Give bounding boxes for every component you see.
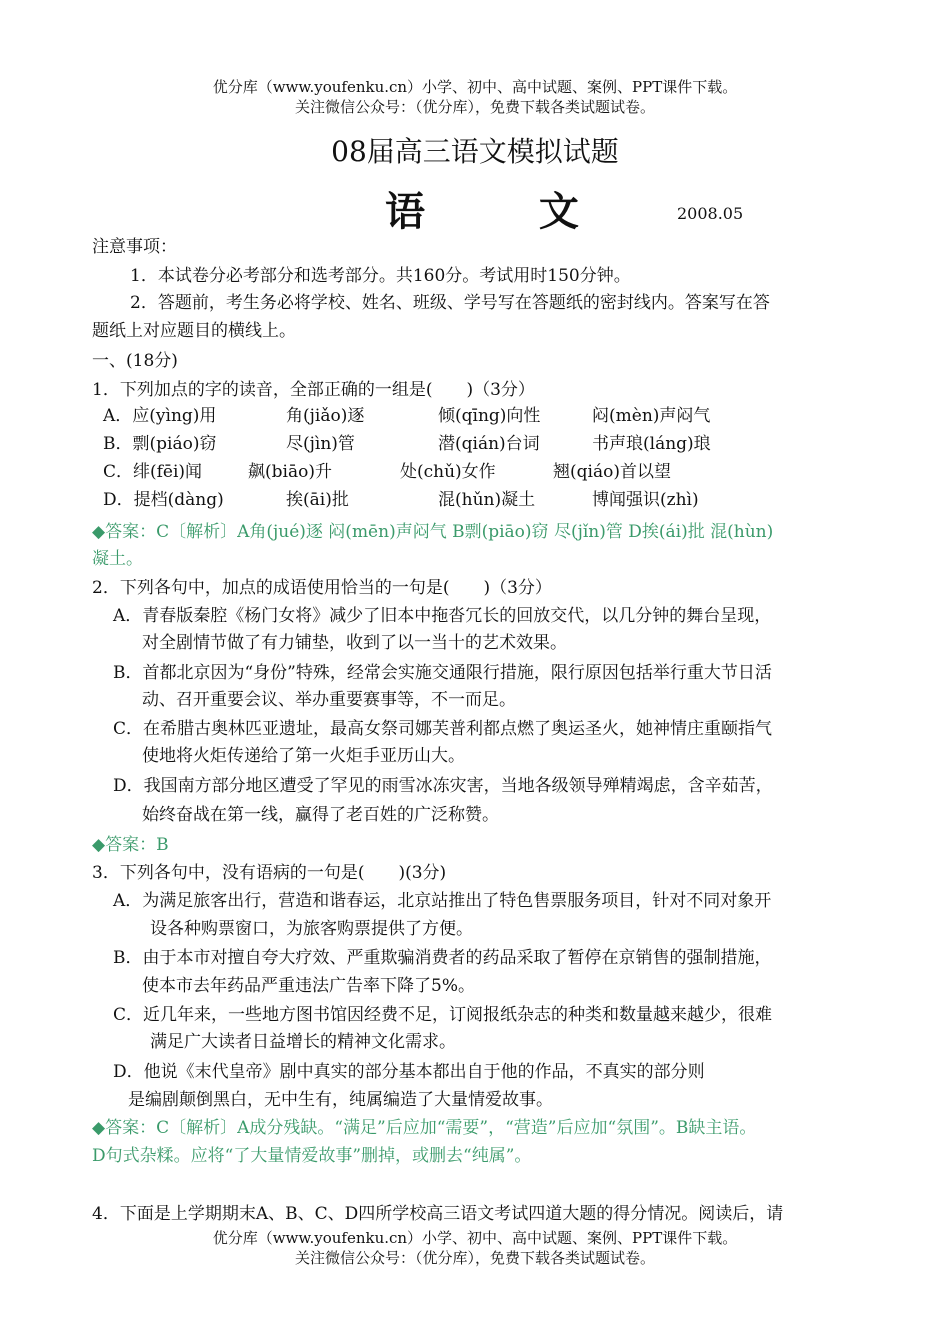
notice-item-2b: 题纸上对应题目的横线上。 xyxy=(92,321,296,341)
q3-stem: 3．下列各句中，没有语病的一句是( )(3分) xyxy=(92,863,447,883)
q1-option-b xyxy=(0,434,950,458)
q3-a-line2: 设各种购票窗口，为旅客购票提供了方便。 xyxy=(150,919,473,939)
q1-d-3: 混(hǔn)凝土 xyxy=(438,490,536,510)
q1-option-c xyxy=(0,462,950,486)
q3-a-line1: A．为满足旅客出行，营造和谐春运，北京站推出了特色售票服务项目，针对不同对象开 xyxy=(113,891,772,911)
footer-line-1: 优分库（www.youfenku.cn）小学、初中、高中试题、案例、PPT课件下载。 xyxy=(212,1229,738,1247)
q2-a-line2: 对全剧情节做了有力铺垫，收到了以一当十的艺术效果。 xyxy=(142,633,567,653)
subject-title: 语 文 xyxy=(385,189,629,235)
q3-answer-2: D句式杂糅。应将“了大量情爱故事”删掉，或删去“纯属”。 xyxy=(92,1146,532,1166)
q2-b-line1: B．首都北京因为“身份”特殊，经常会实施交通限行措施，限行原因包括举行重大节日活 xyxy=(113,663,772,683)
header-line-2: 关注微信公众号：（优分库），免费下载各类试题试卷。 xyxy=(294,98,655,116)
q2-stem: 2．下列各句中，加点的成语使用恰当的一句是( )（3分） xyxy=(92,578,552,598)
q1-b-3: 潜(qián)台词 xyxy=(438,434,540,454)
q1-answer-2: 凝土。 xyxy=(92,549,143,569)
q1-a-1: A．应(yìng)用 xyxy=(103,406,217,426)
header-line-1: 优分库（www.youfenku.cn）小学、初中、高中试题、案例、PPT课件下载。 xyxy=(212,78,738,96)
q1-c-1: C．绯(fēi)闻 xyxy=(103,462,203,482)
q1-a-3: 倾(qīng)向性 xyxy=(438,406,541,426)
q1-a-2: 角(jiǎo)逐 xyxy=(286,406,365,426)
q1-d-4: 博闻强识(zhì) xyxy=(592,490,699,510)
q1-c-3: 处(chǔ)女作 xyxy=(400,462,496,482)
q1-d-1: D．提档(dàng) xyxy=(103,490,224,510)
section-heading: 一、(18分) xyxy=(92,351,178,371)
notice-item-1: 1．本试卷分必考部分和选考部分。共160分。考试用时150分钟。 xyxy=(130,266,631,286)
q1-option-d xyxy=(0,490,950,514)
q3-b-line1: B．由于本市对擅自夸大疗效、严重欺骗消费者的药品采取了暂停在京销售的强制措施， xyxy=(113,948,772,968)
notice-heading: 注意事项： xyxy=(92,237,177,257)
exam-date: 2008.05 xyxy=(677,204,744,223)
q1-stem: 1．下列加点的字的读音，全部正确的一组是( )（3分） xyxy=(92,380,535,400)
q1-a-4: 闷(mèn)声闷气 xyxy=(592,406,711,426)
exam-title: 08届高三语文模拟试题 xyxy=(331,135,619,168)
q2-answer: ◆答案：B xyxy=(92,835,169,855)
q3-c-line1: C．近几年来，一些地方图书馆因经费不足，订阅报纸杂志的种类和数量越来越少，很难 xyxy=(113,1005,773,1025)
q2-a-line1: A．青春版秦腔《杨门女将》减少了旧本中拖沓冗长的回放交代，以几分钟的舞台呈现， xyxy=(113,606,772,626)
q1-answer-1: ◆答案：C〔解析〕A角(jué)逐 闷(mēn)声闷气 B剽(piāo)窃 尽(jǐn)管 D挨(ái)批 混(hùn) xyxy=(92,522,774,542)
q4-stem: 4．下面是上学期期末A、B、C、D四所学校高三语文考试四道大题的得分情况。阅读后，请 xyxy=(92,1204,784,1224)
q2-c-line2: 使地将火炬传递给了第一火炬手亚历山大。 xyxy=(142,746,465,766)
q2-b-line2: 动、召开重要会议、举办重要赛事等，不一而足。 xyxy=(142,690,516,710)
q2-c-line1: C．在希腊古奥林匹亚遗址，最高女祭司娜芙普利都点燃了奥运圣火，她神情庄重颐指气 xyxy=(113,719,773,739)
q3-d-line1: D．他说《末代皇帝》剧中真实的部分基本都出自于他的作品，不真实的部分则 xyxy=(113,1062,705,1082)
q1-d-2: 挨(āi)批 xyxy=(286,490,349,510)
q2-d-line1: D．我国南方部分地区遭受了罕见的雨雪冰冻灾害，当地各级领导殚精竭虑，含辛茹苦， xyxy=(113,776,773,796)
notice-item-2a: 2．答题前，考生务必将学校、姓名、班级、学号写在答题纸的密封线内。答案写在答 xyxy=(130,293,770,313)
q1-b-2: 尽(jìn)管 xyxy=(286,434,355,454)
q1-option-a xyxy=(0,406,950,430)
q1-b-4: 书声琅(láng)琅 xyxy=(592,434,711,454)
q1-c-2: 飙(biāo)升 xyxy=(248,462,332,482)
q3-d-line2: 是编剧颠倒黑白，无中生有，纯属编造了大量情爱故事。 xyxy=(128,1090,553,1110)
q1-b-1: B．剽(piáo)窃 xyxy=(103,434,217,454)
q2-d-line2: 始终奋战在第一线，赢得了老百姓的广泛称赞。 xyxy=(142,805,499,825)
q3-c-line2: 满足广大读者日益增长的精神文化需求。 xyxy=(150,1032,456,1052)
footer-line-2: 关注微信公众号：（优分库），免费下载各类试题试卷。 xyxy=(294,1249,655,1267)
q3-b-line2: 使本市去年药品严重违法广告率下降了5%。 xyxy=(142,976,475,996)
q1-c-4: 翘(qiáo)首以望 xyxy=(553,462,671,482)
q3-answer-1: ◆答案：C〔解析〕A成分残缺。“满足”后应加“需要”，“营造”后应加“氛围”。B缺主语。 xyxy=(92,1118,757,1138)
